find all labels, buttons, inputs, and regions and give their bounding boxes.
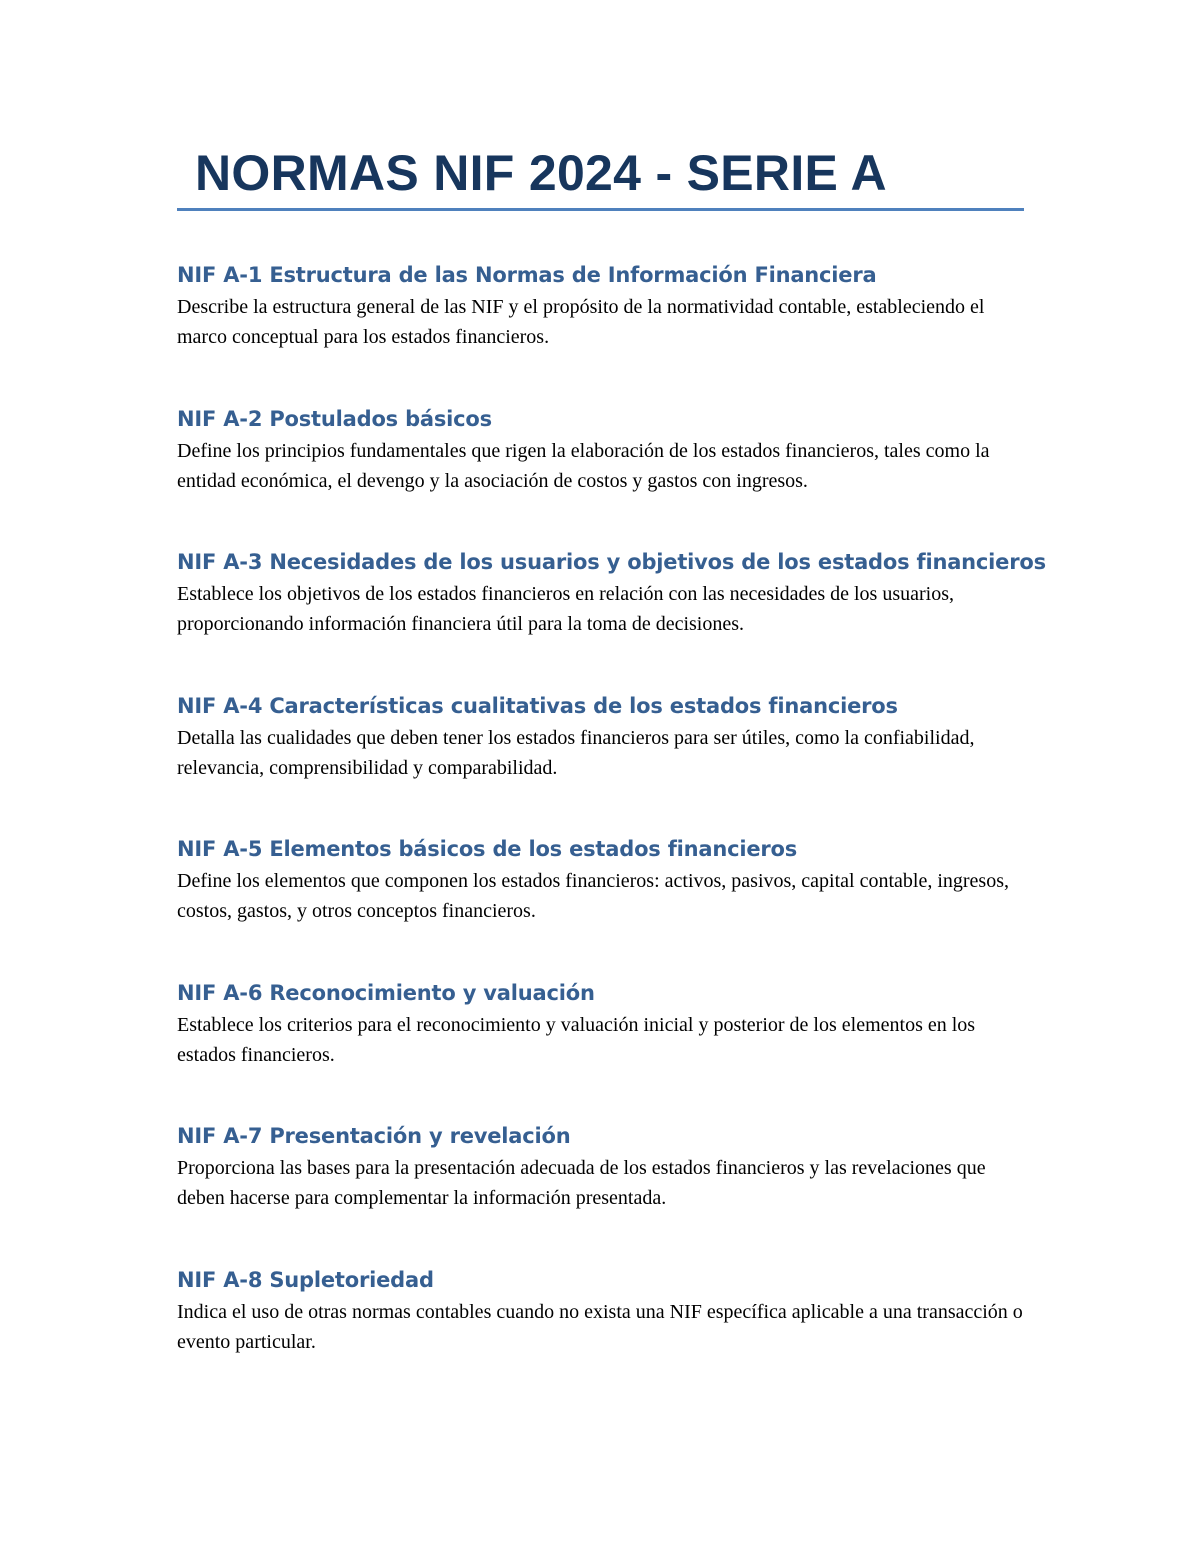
section-heading: NIF A-4 Características cualitativas de los estados financieros — [177, 693, 898, 718]
section-nif-a8 — [177, 1263, 1037, 1407]
title-underline — [177, 208, 1024, 211]
section-body: Describe la estructura general de las NIF y el propósito de la normatividad contable, estableciendo el marco conceptual para los estados financieros. — [177, 296, 985, 348]
section-body: Establece los objetivos de los estados financieros en relación con las necesidades de los usuarios, proporcionando información financiera útil para la toma de decisiones. — [177, 583, 954, 635]
section-heading: NIF A-2 Postulados básicos — [177, 406, 492, 431]
section-nif-a6 — [177, 976, 1037, 1120]
section-body: Establece los criterios para el reconocimiento y valuación inicial y posterior de los elementos en los estados financieros. — [177, 1013, 976, 1066]
section-body: Proporciona las bases para la presentación adecuada de los estados financieros y las revelaciones que deben hacerse para complementar la información presentada. — [177, 1157, 986, 1209]
sections-list — [177, 258, 1046, 1406]
title-block — [177, 138, 1024, 211]
section-heading: NIF A-1 Estructura de las Normas de Información Financiera — [177, 263, 877, 287]
section-heading: NIF A-5 Elementos básicos de los estados financieros — [177, 837, 798, 861]
section-heading: NIF A-3 Necesidades de los usuarios y objetivos de los estados financieros — [177, 550, 1046, 574]
section-body: Define los elementos que componen los estados financieros: activos, pasivos, capital contable, ingresos, costos, gastos, y otros conceptos financieros. — [177, 870, 1010, 922]
section-nif-a4 — [177, 689, 1037, 833]
section-nif-a3 — [177, 545, 1046, 689]
section-heading: NIF A-6 Reconocimiento y valuación — [177, 980, 595, 1005]
section-nif-a1 — [177, 258, 1037, 402]
section-nif-a5 — [177, 832, 1037, 976]
section-body: Define los principios fundamentales que rigen la elaboración de los estados financieros, tales como la entidad económica, el devengo y la asociación de costos y gastos con ingresos. — [177, 439, 990, 492]
page-title: NORMAS NIF 2024 - SERIE A — [195, 145, 887, 201]
section-body: Indica el uso de otras normas contables cuando no exista una NIF específica aplicable a una transacción o evento particular. — [177, 1300, 1023, 1353]
section-body: Detalla las cualidades que deben tener los estados financieros para ser útiles, como la confiabilidad, relevancia, comprensibilidad y comparabilidad. — [177, 726, 975, 779]
section-nif-a7 — [177, 1119, 1037, 1263]
section-heading: NIF A-8 Supletoriedad — [177, 1267, 434, 1292]
section-nif-a2 — [177, 402, 1037, 546]
section-heading: NIF A-7 Presentación y revelación — [177, 1124, 571, 1148]
